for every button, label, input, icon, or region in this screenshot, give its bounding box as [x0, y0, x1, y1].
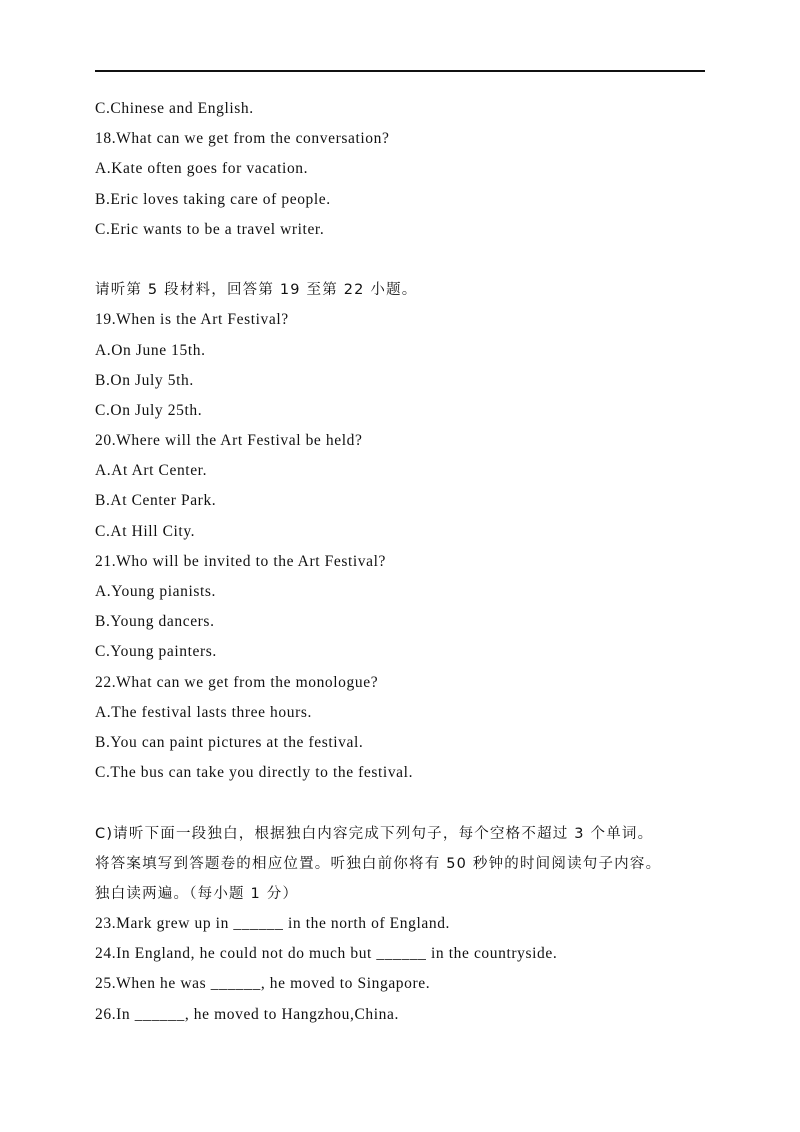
- spacer: [95, 788, 735, 818]
- q22-option-a: A.The festival lasts three hours.: [95, 703, 312, 721]
- q22-question: 22.What can we get from the monologue?: [95, 673, 379, 691]
- section5-instruction: 请听第 5 段材料，回答第 19 至第 22 小题。: [95, 282, 418, 299]
- q20-question: 20.Where will the Art Festival be held?: [95, 432, 363, 450]
- q21-option-a: A.Young pianists.: [95, 583, 217, 600]
- q22-option-c: C.The bus can take you directly to the festival.: [95, 764, 414, 782]
- q19-option-a: A.On June 15th.: [95, 341, 206, 359]
- q25-sentence: 25.When he was ______, he moved to Singapore.: [95, 975, 431, 993]
- header-rule: [95, 70, 705, 72]
- q18-option-c: C.Eric wants to be a travel writer.: [95, 220, 325, 238]
- q20-option-a: A.At Art Center.: [95, 462, 208, 480]
- section-c-instruction-line1: C)请听下面一段独白，根据独白内容完成下列句子，每个空格不超过 3 个单词。: [95, 825, 654, 842]
- q24-sentence: 24.In England, he could not do much but ______ in the countryside.: [95, 945, 558, 963]
- q23-sentence: 23.Mark grew up in ______ in the north of England.: [95, 915, 451, 933]
- page-content: [95, 94, 735, 1030]
- q26-sentence: 26.In ______, he moved to Hangzhou,China.: [95, 1005, 399, 1023]
- q19-question: 19.When is the Art Festival?: [95, 311, 289, 329]
- spacer: [95, 245, 735, 275]
- q21-option-b: B.Young dancers.: [95, 613, 215, 631]
- section-c-instruction-line3: 独白读两遍。（每小题 1 分）: [95, 885, 299, 902]
- q20-option-b: B.At Center Park.: [95, 492, 217, 510]
- q19-option-c: C.On July 25th.: [95, 401, 203, 419]
- section-c-instruction-line2: 将答案填写到答题卷的相应位置。听独白前你将有 50 秒钟的时间阅读句子内容。: [95, 855, 662, 872]
- q20-option-c: C.At Hill City.: [95, 522, 196, 540]
- q18-option-b: B.Eric loves taking care of people.: [95, 190, 331, 208]
- q21-option-c: C.Young painters.: [95, 643, 217, 661]
- q22-option-b: B.You can paint pictures at the festival.: [95, 733, 364, 751]
- q18-option-a: A.Kate often goes for vacation.: [95, 160, 309, 178]
- q21-question: 21.Who will be invited to the Art Festival?: [95, 552, 386, 570]
- q17-option-c: C.Chinese and English.: [95, 100, 254, 117]
- q18-question: 18.What can we get from the conversation?: [95, 130, 390, 148]
- q19-option-b: B.On July 5th.: [95, 371, 194, 389]
